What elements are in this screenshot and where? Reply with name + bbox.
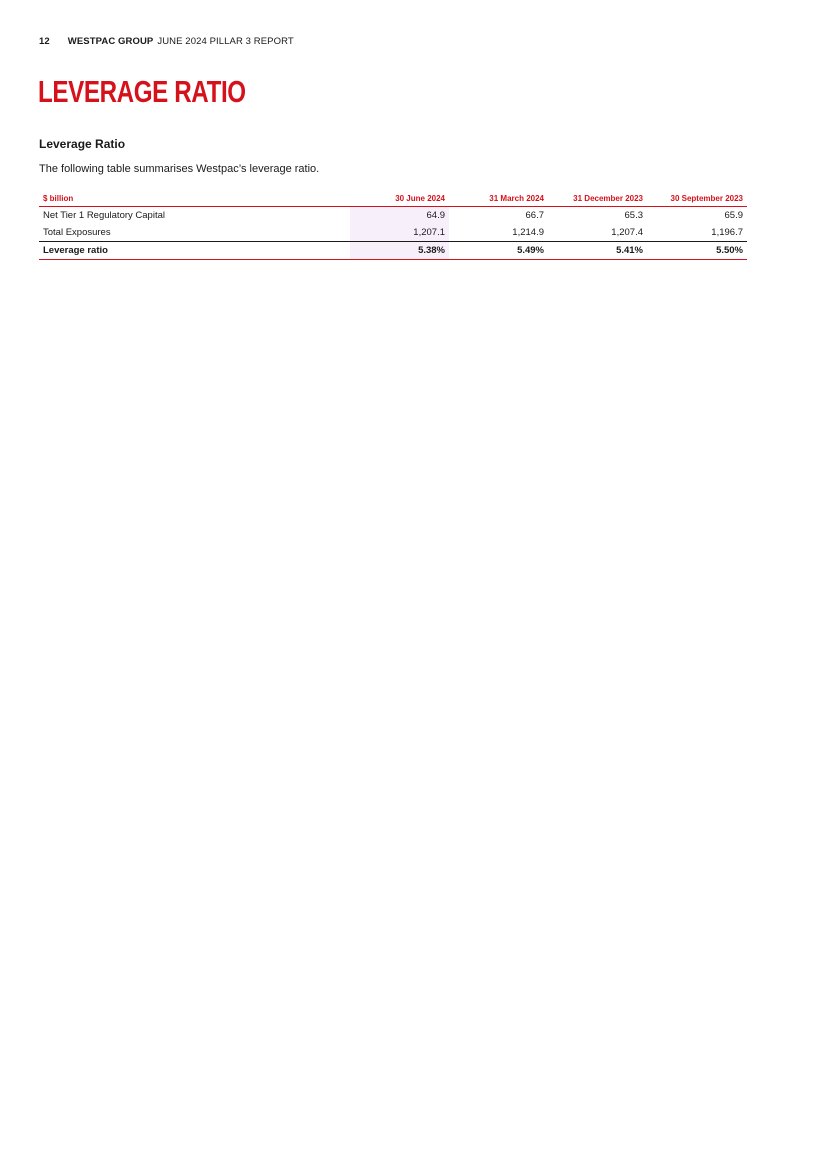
table-cell: 1,214.9 xyxy=(512,227,544,238)
table-cell: 5.50% xyxy=(647,242,747,260)
organization-name: WESTPAC GROUP xyxy=(67,36,154,47)
row-label: Leverage ratio xyxy=(39,242,350,260)
page-title: LEVERAGE RATIO xyxy=(38,74,246,109)
table-cell: 65.9 xyxy=(724,210,743,221)
page-header xyxy=(39,36,294,47)
column-header: 31 December 2023 xyxy=(548,190,647,207)
table-cell: 1,207.4 xyxy=(611,227,643,238)
row-label: Total Exposures xyxy=(43,227,111,238)
column-header: 30 September 2023 xyxy=(647,190,747,207)
table-row xyxy=(39,224,747,242)
report-name: JUNE 2024 PILLAR 3 REPORT xyxy=(157,36,294,47)
total-row xyxy=(39,242,747,260)
column-header: 30 June 2024 xyxy=(350,190,449,207)
table-row xyxy=(39,207,747,225)
table-cell: 1,207.1 xyxy=(350,224,449,242)
table-header-row xyxy=(39,190,747,207)
intro-text: The following table summarises Westpac’s leverage ratio. xyxy=(39,163,320,175)
table-cell: 5.38% xyxy=(350,242,449,260)
table-cell: 65.3 xyxy=(624,210,643,221)
table-cell: 66.7 xyxy=(525,210,544,221)
leverage-ratio-table xyxy=(39,190,747,260)
table-cell: 5.49% xyxy=(449,242,548,260)
table-cell: 5.41% xyxy=(548,242,647,260)
row-label: Net Tier 1 Regulatory Capital xyxy=(43,210,165,221)
unit-header: $ billion xyxy=(39,190,350,207)
page-number: 12 xyxy=(39,36,50,47)
section-heading: Leverage Ratio xyxy=(39,137,126,151)
column-header: 31 March 2024 xyxy=(449,190,548,207)
table-cell: 64.9 xyxy=(350,207,449,225)
table-cell: 1,196.7 xyxy=(711,227,743,238)
